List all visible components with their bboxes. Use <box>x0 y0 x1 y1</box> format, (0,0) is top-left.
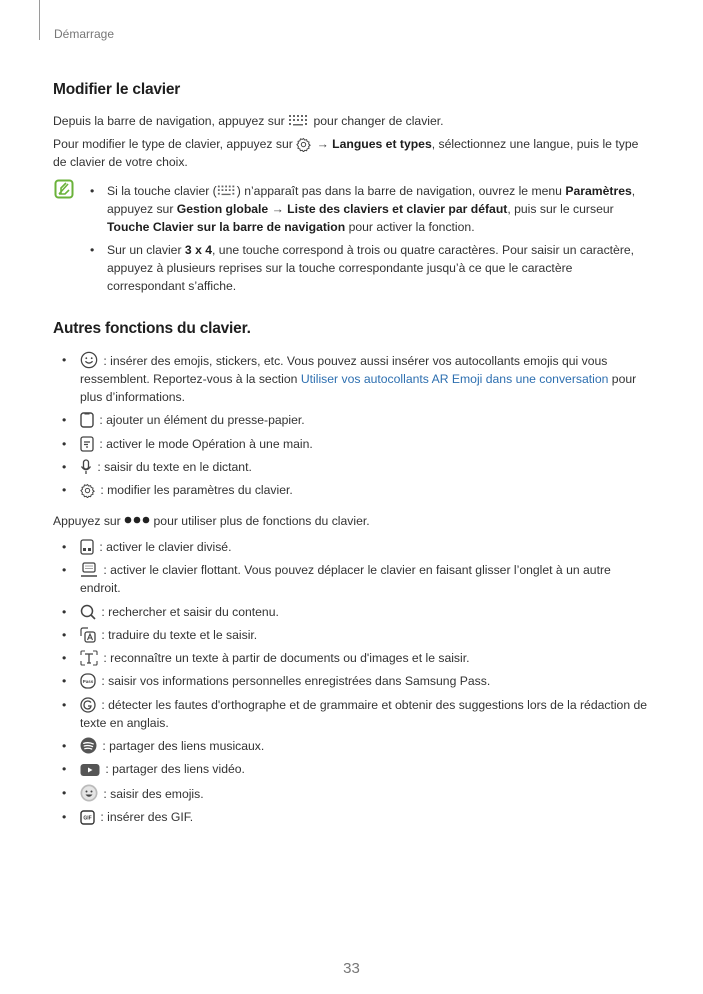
list-item-youtube: • : partager des liens vidéo. <box>62 762 245 777</box>
list-item-settings: • : modifier les paramètres du clavier. <box>62 483 293 498</box>
ar-emoji-link[interactable]: Utiliser vos autocollants AR Emoji dans une conversation <box>300 372 609 386</box>
more-options-icon <box>124 515 150 525</box>
emoji-smile-icon <box>80 351 98 369</box>
list-item-search: • : rechercher et saisir du contenu. <box>62 604 279 619</box>
list-item-bitmoji: • : saisir des emojis. <box>62 785 204 801</box>
svg-text:GIF: GIF <box>83 815 92 822</box>
more-functions-paragraph: Appuyez sur pour utiliser plus de fonctions du clavier. <box>53 514 370 528</box>
note-item-2: • Sur un clavier 3 x 4, une touche correspond à trois ou quatre caractères. Pour saisir un caractère, appuyez à plusieurs reprises sur la touche correspondante jusqu’à ce que le caractère correspondant s’affiche. <box>90 241 650 295</box>
list-item-samsung-pass: • Pass : saisir vos informations personnelles enregistrées dans Samsung Pass. <box>62 674 491 689</box>
section-header: Démarrage <box>54 27 115 41</box>
functions-list <box>62 351 652 504</box>
note-list <box>90 182 650 300</box>
list-item-gif: • GIF : insérer des GIF. <box>62 809 194 824</box>
note-pencil-icon <box>54 179 74 199</box>
list-item-one-hand: • : activer le mode Opération à une main. <box>62 436 313 451</box>
page-number: 33 <box>343 960 360 977</box>
more-functions-list <box>62 538 652 831</box>
keyboard-icon <box>217 184 237 198</box>
one-hand-mode-icon <box>80 436 94 452</box>
grammarly-icon <box>80 697 96 713</box>
list-item-text-recognition: • : reconnaître un texte à partir de documents ou d'images et le saisir. <box>62 651 470 666</box>
list-item-grammarly: • : détecter les fautes d'orthographe et de grammaire et obtenir des suggestions lors de la rédaction de texte en anglais. <box>62 697 648 730</box>
gif-icon <box>80 810 95 825</box>
keyboard-icon <box>288 114 310 128</box>
list-item-voice: • : saisir du texte en le dictant. <box>62 459 252 474</box>
list-item-floating-keyboard: • : activer le clavier flottant. Vous pouvez déplacer le clavier en faisant glisser l’onglet à un autre endroit. <box>62 563 611 596</box>
floating-keyboard-icon <box>80 562 98 578</box>
search-icon <box>80 604 96 620</box>
split-keyboard-icon <box>80 539 94 555</box>
microphone-icon <box>80 459 92 475</box>
svg-text:Pass: Pass <box>82 679 94 685</box>
samsung-pass-icon <box>80 673 96 689</box>
list-item-emoji: • : insérer des emojis, stickers, etc. Vous pouvez aussi insérer vos autocollants emojis qui vous ressemblent. Reportez-vous à la section Utiliser vos autocollants AR Emoji dans une conversation pour plus d’informations. <box>62 353 637 404</box>
paragraph-1: Depuis la barre de navigation, appuyez sur pour changer de clavier. <box>53 114 444 128</box>
list-item-clipboard: • : ajouter un élément du presse-papier. <box>62 413 305 428</box>
youtube-icon <box>80 763 100 777</box>
text-recognition-icon <box>80 650 98 666</box>
clipboard-icon <box>80 412 94 428</box>
paragraph-2: Pour modifier le type de clavier, appuyez sur → Langues et types, sélectionnez une langue, puis le type de clavier de votre choix. <box>53 137 639 169</box>
gear-icon <box>296 137 311 152</box>
translate-icon <box>80 627 96 643</box>
list-item-spotify: • : partager des liens musicaux. <box>62 739 265 754</box>
list-item-translate: • : traduire du texte et le saisir. <box>62 627 258 642</box>
header-rule <box>39 0 40 40</box>
gear-icon <box>80 483 95 498</box>
list-item-split-keyboard: • : activer le clavier divisé. <box>62 540 232 554</box>
heading-modifier-clavier: Modifier le clavier <box>53 81 181 98</box>
note-item-1: • Si la touche clavier ( ) n’apparaît pas dans la barre de navigation, ouvrez le menu Paramètres, appuyez sur Gestion globale → Liste des claviers et clavier par défaut, puis sur le curseur Touche Clavier sur la barre de navigation pour activer la fonction. <box>90 182 650 236</box>
spotify-icon <box>80 737 97 754</box>
bitmoji-icon <box>80 784 98 802</box>
heading-autres-fonctions: Autres fonctions du clavier. <box>53 320 251 337</box>
